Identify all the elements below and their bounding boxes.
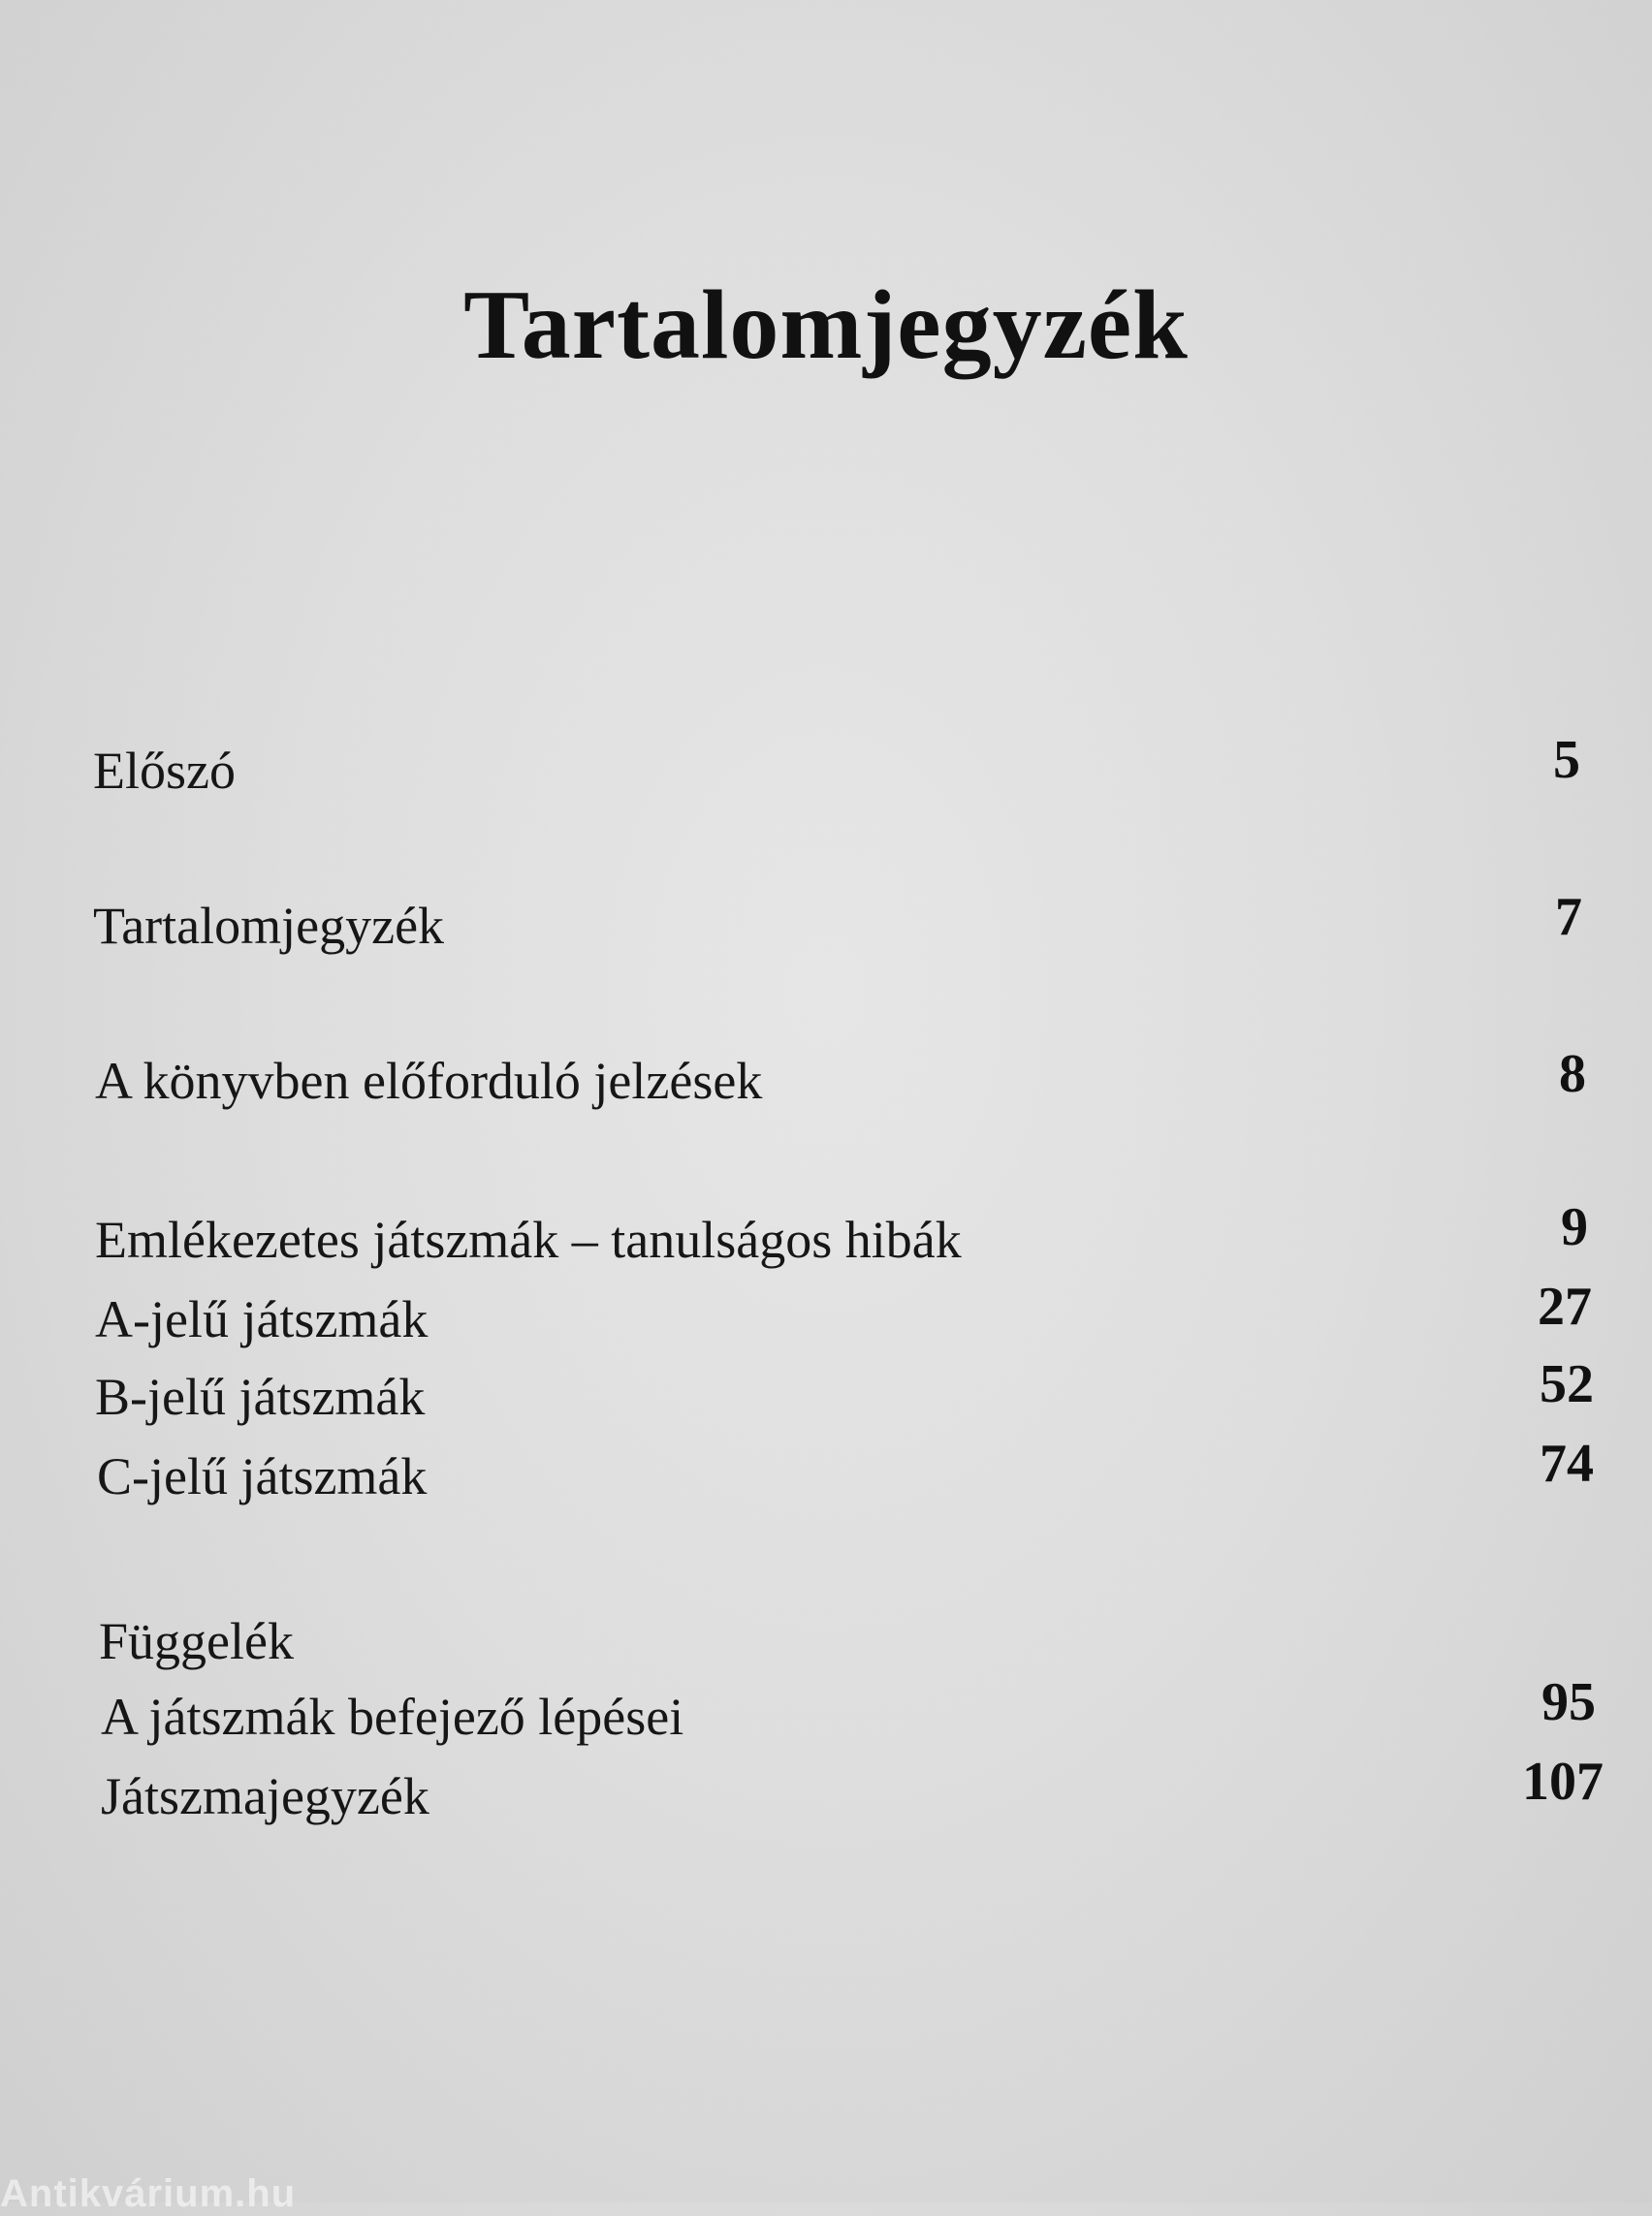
toc-entry-b-jelu: B-jelű játszmák [95, 1368, 426, 1426]
toc-page-number: 5 [1553, 730, 1580, 790]
toc-entry-jelzesek: A könyvben előforduló jelzések [95, 1052, 763, 1110]
page-title: Tartalomjegyzék [463, 270, 1189, 380]
toc-page-number: 7 [1555, 887, 1582, 947]
toc-entry-emlekezetes: Emlékezetes játszmák – tanulságos hibák [95, 1211, 962, 1269]
toc-entry-jatszmajegyzek: Játszmajegyzék [101, 1767, 429, 1825]
watermark-text: Antikvárium.hu [0, 2172, 297, 2215]
toc-entry-c-jelu: C-jelű játszmák [97, 1447, 428, 1505]
toc-entry-eloszo: Előszó [93, 742, 236, 800]
toc-page-number: 52 [1540, 1354, 1594, 1414]
toc-page-number: 107 [1522, 1752, 1604, 1812]
toc-entry-befejezo: A játszmák befejező lépései [101, 1688, 684, 1746]
toc-page-number: 9 [1561, 1197, 1588, 1257]
toc-page-number: 95 [1541, 1672, 1596, 1732]
toc-page-number: 8 [1559, 1044, 1586, 1104]
toc-page-number: 74 [1540, 1434, 1594, 1494]
toc-entry-a-jelu: A-jelű játszmák [95, 1290, 429, 1348]
toc-page-number: 27 [1538, 1277, 1592, 1337]
toc-entry-fuggelek: Függelék [99, 1612, 294, 1670]
toc-entry-tartalomjegyzek: Tartalomjegyzék [93, 897, 445, 955]
